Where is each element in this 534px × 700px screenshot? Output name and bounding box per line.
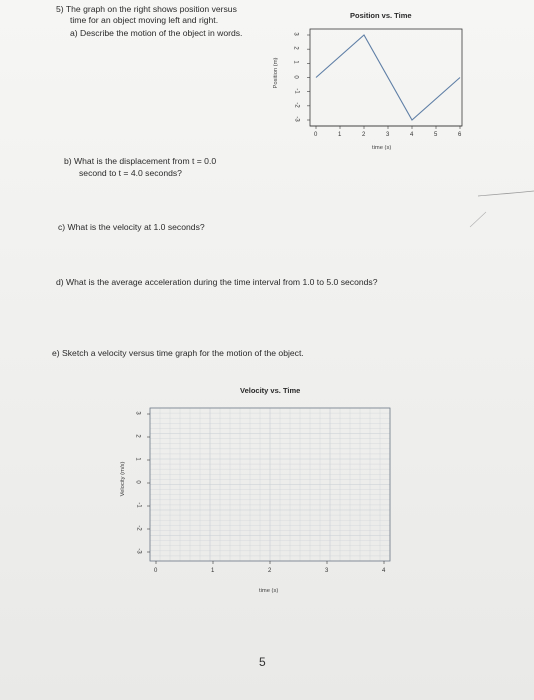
position-x-axis-label: time (s) (372, 145, 392, 151)
position-y-tick-label: 1 (292, 60, 299, 64)
position-y-axis-label: Position (m) (273, 57, 279, 89)
question-5d: d) What is the average acceleration during the time interval from 1.0 to 5.0 seconds? (56, 277, 378, 287)
velocity-y-tick-label: 1 (134, 457, 141, 461)
question-5b-line2: second to t = 4.0 seconds? (79, 168, 182, 178)
position-x-tick-label: 2 (362, 132, 366, 138)
velocity-y-tick-label: 0 (134, 480, 141, 484)
position-x-tick-label: 3 (386, 132, 390, 138)
question-5c: c) What is the velocity at 1.0 seconds? (58, 222, 205, 232)
question-5b-line1: b) What is the displacement from t = 0.0 (64, 156, 217, 166)
velocity-y-tick-label: -3 (135, 548, 142, 554)
position-x-tick-label: 6 (458, 132, 462, 138)
velocity-y-tick-label: -2 (135, 525, 142, 531)
position-y-tick-label: -2 (293, 102, 300, 108)
velocity-x-tick-label: 0 (154, 568, 158, 574)
velocity-x-tick-label: 2 (268, 568, 272, 574)
position-y-tick-label: 2 (292, 46, 299, 50)
velocity-y-tick-label: 3 (134, 411, 141, 415)
position-chart-title: Position vs. Time (350, 11, 412, 20)
position-x-tick-label: 4 (410, 132, 414, 138)
position-y-tick-label: -1 (293, 87, 300, 94)
velocity-x-tick-label: 1 (211, 568, 215, 574)
page-number: 5 (259, 655, 266, 669)
velocity-x-axis-label: time (s) (259, 588, 279, 594)
velocity-y-tick-label: 2 (134, 434, 141, 438)
position-x-tick-label: 1 (338, 132, 342, 138)
question-5-line1: 5) The graph on the right shows position versus (56, 4, 237, 14)
position-y-tick-label: 0 (292, 74, 299, 79)
question-5a: a) Describe the motion of the object in words. (70, 28, 243, 38)
position-y-tick-label: 3 (292, 32, 299, 36)
velocity-y-axis-label: Velocity (m/s) (120, 461, 126, 497)
velocity-x-tick-label: 4 (382, 568, 386, 574)
position-x-tick-label: 5 (434, 132, 438, 138)
velocity-x-tick-label: 3 (325, 568, 329, 574)
question-5e: e) Sketch a velocity versus time graph for the motion of the object. (52, 348, 304, 358)
position-y-tick-label: -3 (293, 116, 300, 122)
velocity-chart-title: Velocity vs. Time (240, 386, 301, 395)
position-x-tick-label: 0 (314, 132, 318, 138)
velocity-y-tick-label: -1 (135, 502, 142, 508)
question-5-line2: time for an object moving left and right. (70, 15, 219, 25)
